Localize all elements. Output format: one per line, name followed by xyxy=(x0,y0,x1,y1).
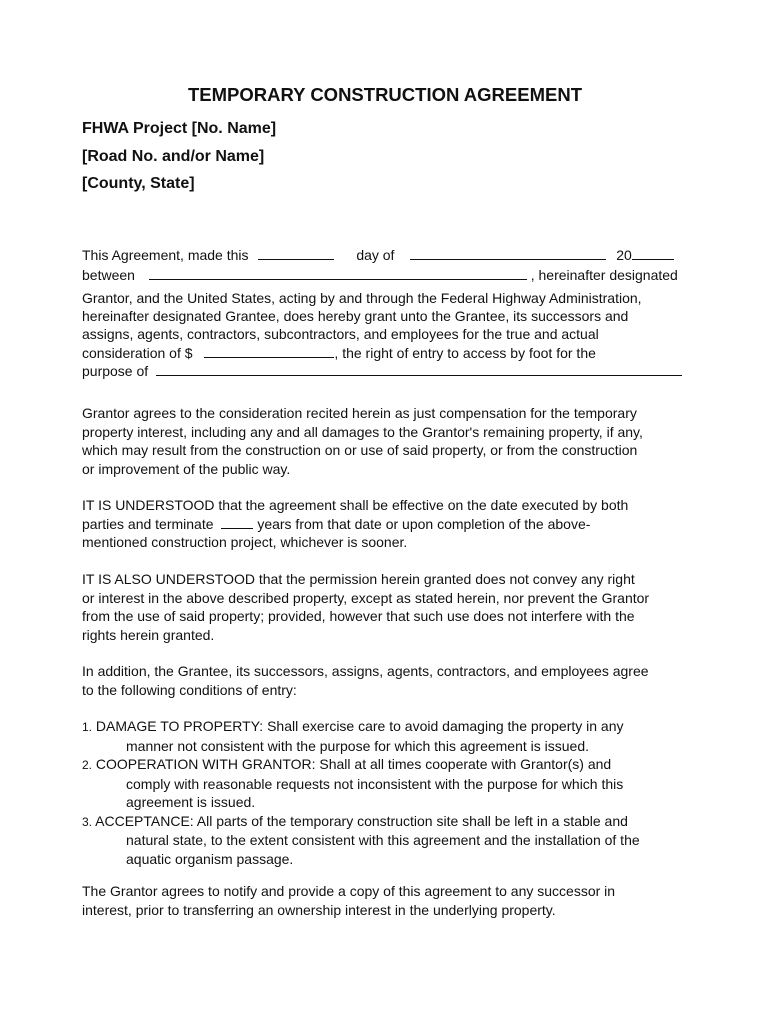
permission-paragraph xyxy=(82,570,692,644)
paragraph-line: from the use of said property; provided, however that such use does not interfere with the xyxy=(82,608,635,624)
condition-continuation: aquatic organism passage. xyxy=(126,850,294,867)
intro-line-7 xyxy=(82,362,682,381)
condition-continuation: natural state, to the extent consistent with this agreement and the installation of the xyxy=(126,832,640,848)
amount-blank[interactable] xyxy=(204,346,334,358)
purpose-blank[interactable] xyxy=(156,364,682,376)
month-blank[interactable] xyxy=(410,248,606,260)
paragraph-line: or improvement of the public way. xyxy=(82,460,291,477)
hereinafter-text: , hereinafter designated xyxy=(530,267,678,283)
condition-text: DAMAGE TO PROPERTY: Shall exercise care to avoid damaging the property in any xyxy=(95,718,624,734)
project-line: FHWA Project [No. Name] xyxy=(82,120,277,137)
day-blank[interactable] xyxy=(258,248,334,260)
paragraph-line: IT IS UNDERSTOOD that the agreement shall be effective on the date executed by both xyxy=(82,497,629,513)
paragraph-line: The Grantor agrees to notify and provide a copy of this agreement to any successor in xyxy=(82,883,616,899)
compensation-paragraph xyxy=(82,404,692,478)
years-text: years from that date or upon completion of the above- xyxy=(257,515,591,532)
purpose-of-text: purpose of xyxy=(82,363,149,379)
paragraph-line: mentioned construction project, whichever is sooner. xyxy=(82,534,408,550)
county-state-line: [County, State] xyxy=(82,175,195,192)
road-line: [Road No. and/or Name] xyxy=(82,148,265,165)
condition-number: 2. xyxy=(82,758,93,772)
grantor-name-blank[interactable] xyxy=(149,268,527,280)
day-of-text: day of xyxy=(356,247,395,263)
condition-continuation: agreement is issued. xyxy=(126,794,256,810)
condition-number: 1. xyxy=(82,720,93,734)
paragraph-line: to the following conditions of entry: xyxy=(82,681,297,698)
intro-line-2 xyxy=(82,266,678,285)
paragraph-line: which may result from the construction on or use of said property, or from the construction xyxy=(82,442,638,458)
condition-text: ACCEPTANCE: All parts of the temporary construction site shall be left in a stable and xyxy=(95,812,628,829)
conditions-list xyxy=(82,717,692,868)
condition-item xyxy=(82,717,692,737)
paragraph-line: In addition, the Grantee, its successors, assigns, agents, contractors, and employees agree xyxy=(82,663,649,679)
intro-line-4: hereinafter designated Grantee, does hereby grant unto the Grantee, its successors and xyxy=(82,308,629,324)
notification-paragraph xyxy=(82,882,692,919)
paragraph-line: or interest in the above described property, except as stated herein, nor prevent the Grantor xyxy=(82,589,650,606)
twenty-text: 20 xyxy=(616,247,632,263)
years-blank[interactable] xyxy=(221,517,253,529)
intro-line-5: assigns, agents, contractors, subcontractors, and employees for the true and actual xyxy=(82,326,599,342)
condition-continuation: manner not consistent with the purpose for which this agreement is issued. xyxy=(126,737,590,754)
between-text: between xyxy=(82,267,135,283)
condition-number: 3. xyxy=(82,814,93,829)
paragraph-line: IT IS ALSO UNDERSTOOD that the permission herein granted does not convey any right xyxy=(82,571,635,587)
paragraph-line: Grantor agrees to the consideration recited herein as just compensation for the temporary xyxy=(82,405,637,421)
made-this-text: This Agreement, made this xyxy=(82,247,249,263)
paragraph-line: interest, prior to transferring an ownership interest in the underlying property. xyxy=(82,901,556,918)
year-blank[interactable] xyxy=(632,248,674,260)
paragraph-line: rights herein granted. xyxy=(82,626,215,643)
condition-item xyxy=(82,755,692,775)
paragraph-line: property interest, including any and all damages to the Grantor's remaining property, if any, xyxy=(82,423,643,440)
intro-line-3: Grantor, and the United States, acting by and through the Federal Highway Administration, xyxy=(82,290,642,306)
condition-item xyxy=(82,812,692,832)
right-of-entry-text: , the right of entry to access by foot for the xyxy=(334,345,596,361)
term-paragraph xyxy=(82,496,692,552)
paragraph-line xyxy=(82,515,692,534)
condition-continuation: comply with reasonable requests not inconsistent with the purpose for which this xyxy=(126,775,624,792)
intro-line-6 xyxy=(82,344,596,363)
terminate-text: parties and terminate xyxy=(82,515,214,532)
conditions-intro-paragraph xyxy=(82,662,692,699)
condition-text: COOPERATION WITH GRANTOR: Shall at all times cooperate with Grantor(s) and xyxy=(95,756,612,772)
consideration-text: consideration of $ xyxy=(82,345,193,361)
document-title: TEMPORARY CONSTRUCTION AGREEMENT xyxy=(188,84,582,105)
intro-line-1 xyxy=(82,246,674,265)
